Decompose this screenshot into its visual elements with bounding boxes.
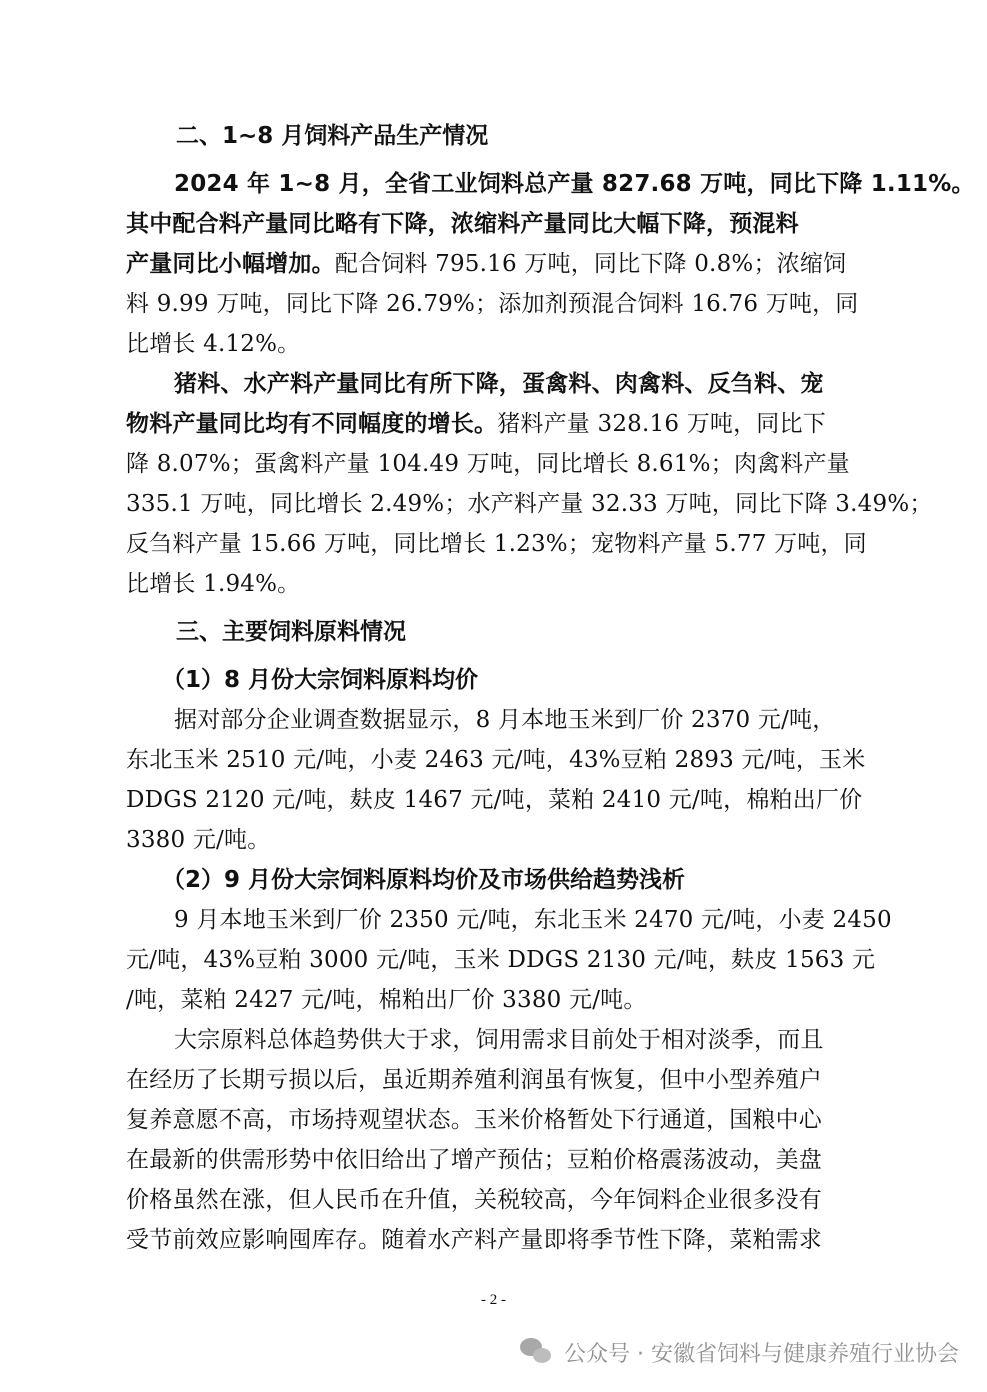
paragraph-line: 据对部分企业调查数据显示，8 月本地玉米到厂价 2370 元/吨， xyxy=(174,707,836,733)
paragraph-line: 在最新的供需形势中依旧给出了增产预估；豆粕价格震荡波动，美盘 xyxy=(126,1147,822,1173)
bold-phrase: 物料产量同比均有不同幅度的增长。 xyxy=(126,411,498,437)
text-run: 配合饲料 795.16 万吨，同比下降 0.8%；浓缩饲 xyxy=(334,251,847,277)
paragraph-line: 2024 年 1~8 月，全省工业饲料总产量 827.68 万吨，同比下降 1.11%。 xyxy=(174,171,975,197)
paragraph-line: 价格虽然在涨，但人民币在升值，关税较高，今年饲料企业很多没有 xyxy=(126,1187,822,1213)
paragraph-line: 复养意愿不高，市场持观望状态。玉米价格暂处下行通道，国粮中心 xyxy=(126,1107,822,1133)
paragraph-line: 3380 元/吨。 xyxy=(126,827,271,853)
wechat-icon xyxy=(520,1338,554,1366)
paragraph-line: 比增长 1.94%。 xyxy=(126,571,301,597)
paragraph-line: 335.1 万吨，同比增长 2.49%；水产料产量 32.33 万吨，同比下降 3.49%； xyxy=(126,491,933,517)
paragraph-line: 降 8.07%；蛋禽料产量 104.49 万吨，同比增长 8.61%；肉禽料产量 xyxy=(126,451,850,477)
paragraph-line: 反刍料产量 15.66 万吨，同比增长 1.23%；宠物料产量 5.77 万吨，同 xyxy=(126,531,867,557)
paragraph-line: 料 9.99 万吨，同比下降 26.79%；添加剂预混合饲料 16.76 万吨，同 xyxy=(126,291,859,317)
document-body xyxy=(126,116,975,1260)
subsection-heading-2: （2）9 月份大宗饲料原料均价及市场供给趋势浅析 xyxy=(162,867,686,893)
paragraph-line xyxy=(126,404,864,444)
text-run: 猪料产量 328.16 万吨，同比下 xyxy=(497,411,826,437)
paragraph-line: 大宗原料总体趋势供大于求，饲用需求目前处于相对淡季，而且 xyxy=(174,1027,824,1053)
paragraph-line: 在经历了长期亏损以后，虽近期养殖利润虽有恢复，但中小型养殖户 xyxy=(126,1067,822,1093)
paragraph-line: 比增长 4.12%。 xyxy=(126,331,301,357)
paragraph-line: 9 月本地玉米到厂价 2350 元/吨，东北玉米 2470 元/吨，小麦 2450 xyxy=(174,907,892,933)
paragraph-line: 元/吨，43%豆粕 3000 元/吨，玉米 DDGS 2130 元/吨，麸皮 1563 元 xyxy=(126,947,876,973)
wechat-watermark xyxy=(520,1333,959,1371)
bold-phrase: 产量同比小幅增加。 xyxy=(126,251,335,277)
section-heading-3: 三、主要饲料原料情况 xyxy=(176,619,406,645)
paragraph-line: 猪料、水产料产量同比有所下降，蛋禽料、肉禽料、反刍料、宠 xyxy=(174,371,824,397)
paragraph-line: 其中配合料产量同比略有下降，浓缩料产量同比大幅下降，预混料 xyxy=(126,211,799,237)
paragraph-line xyxy=(126,244,864,284)
subsection-heading-1: （1）8 月份大宗饲料原料均价 xyxy=(162,667,479,693)
page-number: - 2 - xyxy=(481,1292,506,1308)
watermark-text: 公众号 · 安徽省饲料与健康养殖行业协会 xyxy=(564,1341,959,1367)
paragraph-line: /吨，菜粕 2427 元/吨，棉粕出厂价 3380 元/吨。 xyxy=(126,987,647,1013)
paragraph-line: 东北玉米 2510 元/吨，小麦 2463 元/吨，43%豆粕 2893 元/吨，玉米 xyxy=(126,747,866,773)
paragraph-line: DDGS 2120 元/吨，麸皮 1467 元/吨，菜粕 2410 元/吨，棉粕出厂价 xyxy=(126,787,863,813)
paragraph-line: 受节前效应影响囤库存。随着水产料产量即将季节性下降，菜粕需求 xyxy=(126,1227,822,1253)
section-heading-2: 二、1~8 月饲料产品生产情况 xyxy=(176,123,489,149)
